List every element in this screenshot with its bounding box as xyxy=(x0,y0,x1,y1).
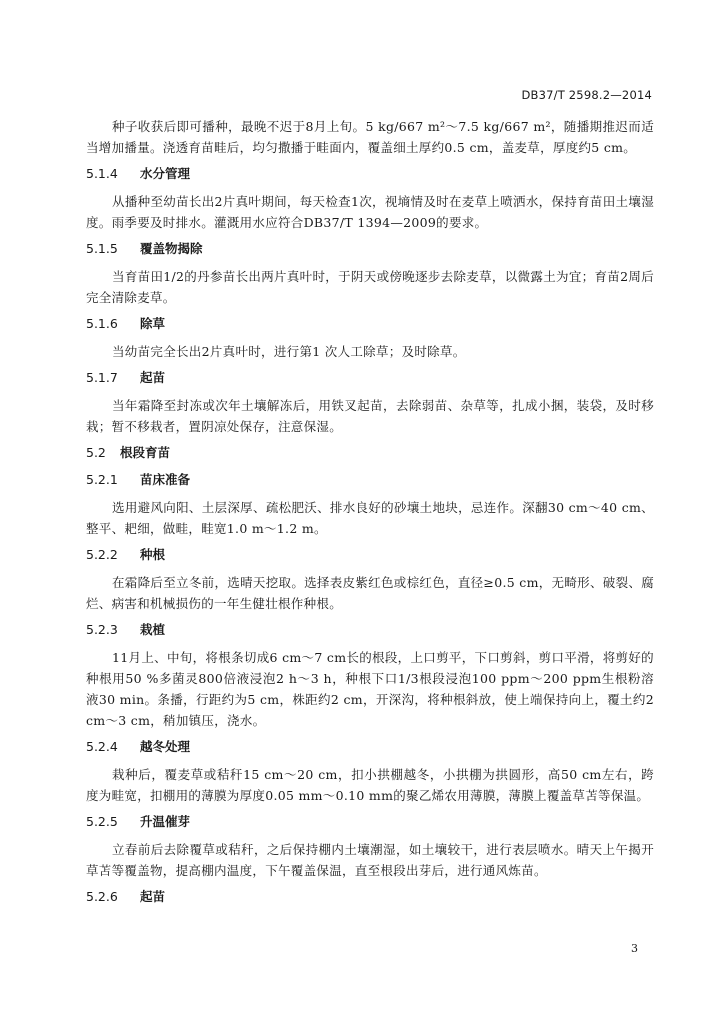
section-heading xyxy=(86,239,654,259)
section-title: 种根 xyxy=(140,547,166,562)
section-title: 除草 xyxy=(140,316,166,331)
paragraph: 当幼苗完全长出2片真叶时，进行第1 次人工除草；及时除草。 xyxy=(112,344,466,359)
section-number: 5.2.5 xyxy=(86,814,118,829)
paragraph: 在霜降后至立冬前，选晴天挖取。选择表皮紫红色或棕红色，直径≥0.5 cm，无畸形、破裂、腐烂、病害和机械损伤的一年生健壮根作种根。 xyxy=(86,575,654,611)
section-title: 起苗 xyxy=(140,370,166,385)
paragraph: 栽种后，覆麦草或秸秆15 cm～20 cm，扣小拱棚越冬，小拱棚为拱圆形，高50 cm左右，跨度为畦宽，扣棚用的薄膜为厚度0.05 mm～0.10 mm的聚乙烯农用薄膜，薄膜上覆盖草苫等保温。 xyxy=(86,767,654,803)
paragraph: 11月上、中旬，将根条切成6 cm～7 cm长的根段，上口剪平，下口剪斜，剪口平滑，将剪好的种根用50 %多菌灵800倍液浸泡2 h～3 h，种根下口1/3根段浸泡100 ppm～200 ppm生根粉溶液30 min。条播，行距约为5 cm，株距约2 cm，开深沟，将种根斜放，使上端保持向上，覆土约2 cm～3 cm，稍加镇压，浇水。 xyxy=(86,650,654,728)
section-number: 5.1.5 xyxy=(86,241,118,256)
section-number: 5.2.3 xyxy=(86,622,118,637)
section-title: 越冬处理 xyxy=(140,739,191,754)
paragraph: 种子收获后即可播种，最晚不迟于8月上旬。5 kg/667 m²～7.5 kg/667 m²，随播期推迟而适当增加播量。浇透育苗畦后，均匀撒播于畦面内，覆盖细土厚约0.5 cm，盖麦草，厚度约5 cm。 xyxy=(86,119,654,155)
section-number: 5.2.4 xyxy=(86,739,118,754)
section-title: 覆盖物揭除 xyxy=(140,241,203,256)
page-number: 3 xyxy=(631,942,638,955)
section-heading xyxy=(86,812,654,832)
section-number: 5.1.7 xyxy=(86,370,118,385)
section-title: 起苗 xyxy=(140,889,166,904)
section-heading xyxy=(86,164,654,184)
section-number: 5.2.1 xyxy=(86,472,118,487)
paragraph: 立春前后去除覆草或秸秆，之后保持棚内土壤潮湿，如土壤较干，进行表层喷水。晴天上午揭开草苫等覆盖物，提高棚内温度，下午覆盖保温，直至根段出芽后，进行通风炼苗。 xyxy=(86,842,654,878)
section-title: 根段育苗 xyxy=(120,445,171,460)
chapter-heading xyxy=(86,443,654,463)
paragraph: 当育苗田1/2的丹参苗长出两片真叶时，于阴天或傍晚逐步去除麦草，以微露土为宜；育苗2周后完全清除麦草。 xyxy=(86,269,654,305)
section-heading xyxy=(86,545,654,565)
document-body xyxy=(86,116,654,914)
section-heading xyxy=(86,887,654,907)
section-heading xyxy=(86,737,654,757)
section-heading xyxy=(86,470,654,490)
standard-code: DB37/T 2598.2—2014 xyxy=(521,88,652,102)
section-title: 栽植 xyxy=(140,622,166,637)
section-heading xyxy=(86,314,654,334)
section-number: 5.2.6 xyxy=(86,889,118,904)
paragraph: 当年霜降至封冻或次年土壤解冻后，用铁叉起苗，去除弱苗、杂草等，扎成小捆，装袋，及时移栽；暂不移栽者，置阴凉处保存，注意保湿。 xyxy=(86,398,654,434)
paragraph: 选用避风向阳、土层深厚、疏松肥沃、排水良好的砂壤土地块，忌连作。深翻30 cm～40 cm、整平、耙细，做畦，畦宽1.0 m～1.2 m。 xyxy=(86,500,654,536)
section-number: 5.2.2 xyxy=(86,547,118,562)
section-number: 5.1.4 xyxy=(86,166,118,181)
section-heading xyxy=(86,620,654,640)
paragraph: 从播种至幼苗长出2片真叶期间，每天检查1次，视墒情及时在麦草上喷洒水，保持育苗田土壤湿度。雨季要及时排水。灌溉用水应符合DB37/T 1394—2009的要求。 xyxy=(86,194,654,230)
section-title: 水分管理 xyxy=(140,166,191,181)
section-number: 5.1.6 xyxy=(86,316,118,331)
section-title: 苗床准备 xyxy=(140,472,191,487)
section-number: 5.2 xyxy=(86,445,106,460)
section-heading xyxy=(86,368,654,388)
section-title: 升温催芽 xyxy=(140,814,191,829)
